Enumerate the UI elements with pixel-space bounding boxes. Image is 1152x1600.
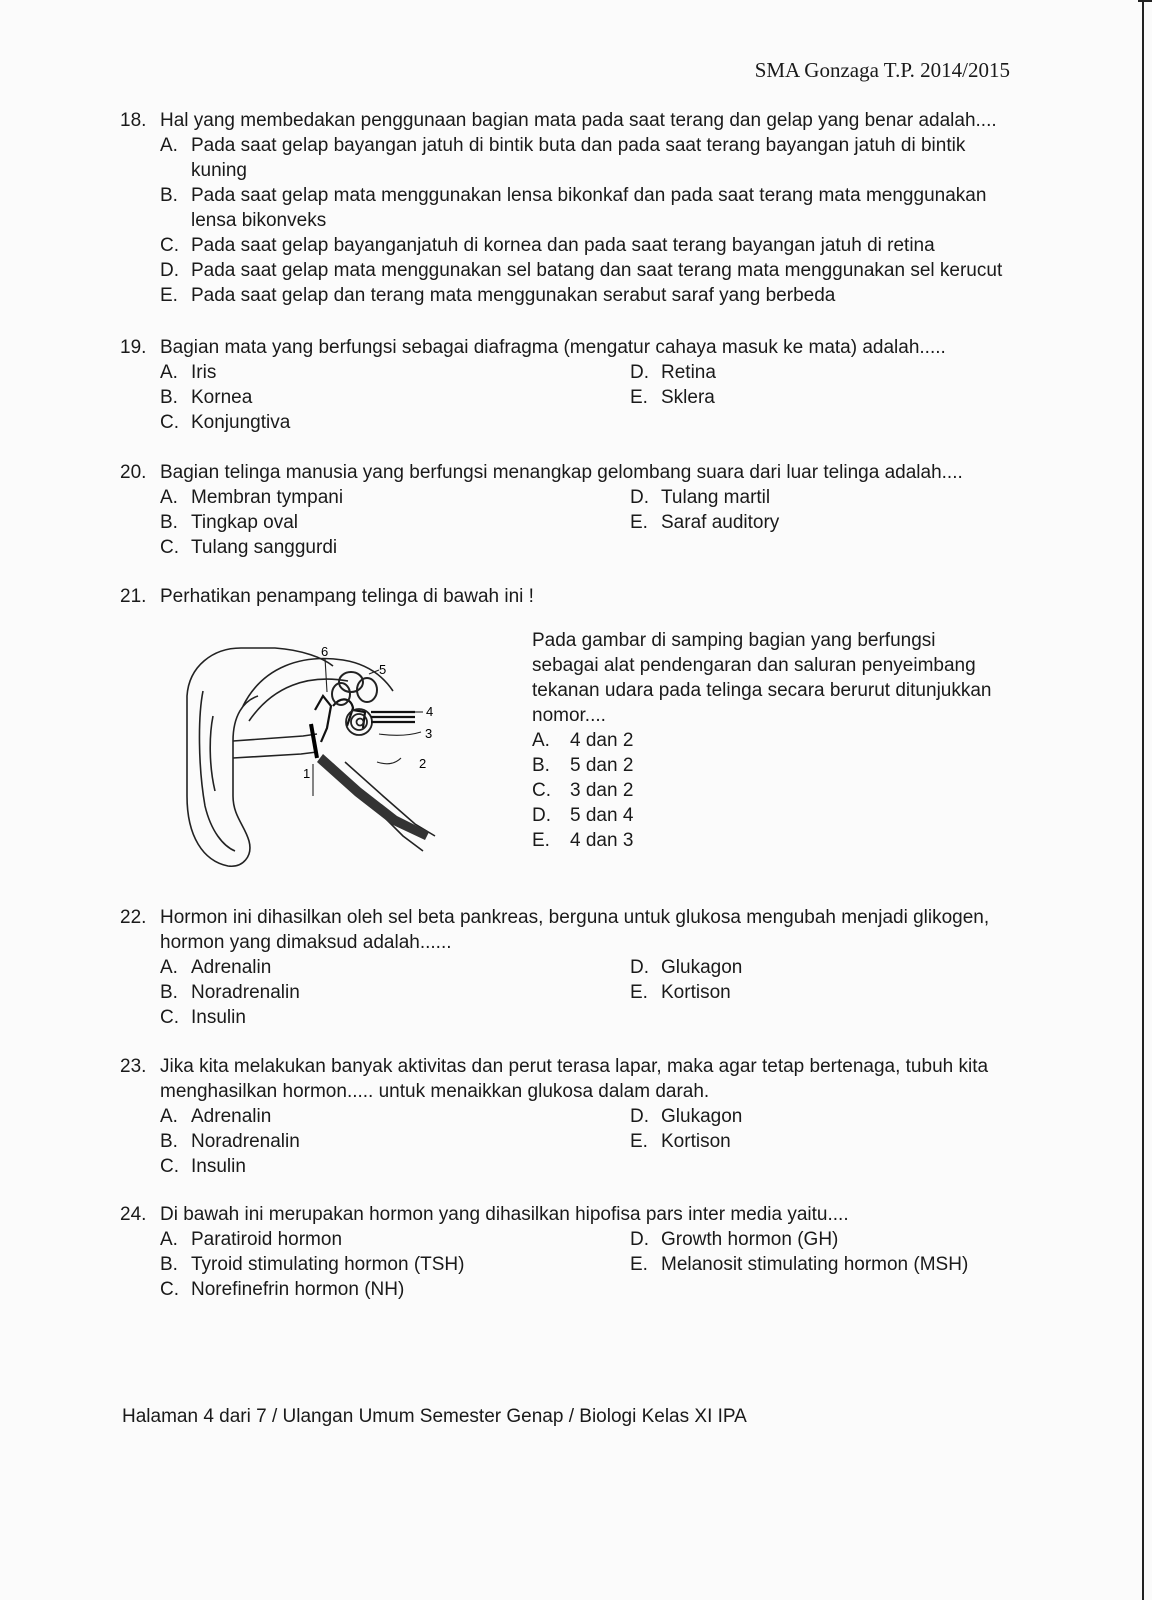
question-stem: Di bawah ini merupakan hormon yang dihasilkan hipofisa pars inter media yaitu.... <box>160 1204 849 1225</box>
option-a: A. Adrenalin <box>160 1106 272 1127</box>
option-grid <box>160 955 1020 1030</box>
figure-label-1: 1 <box>303 766 311 781</box>
figure-label-6: 6 <box>321 646 329 659</box>
question-number: 18. <box>120 110 147 131</box>
question-stem: Bagian mata yang berfungsi sebagai diafragma (mengatur cahaya masuk ke mata) adalah..... <box>160 337 946 358</box>
question-number: 22. <box>120 907 147 928</box>
option-e: E. Melanosit stimulating hormon (MSH) <box>630 1254 969 1275</box>
option-c: C. Tulang sanggurdi <box>160 537 338 558</box>
option-c: C. Insulin <box>160 1007 246 1028</box>
question-18 <box>120 108 1020 308</box>
question-21-side <box>532 628 1002 853</box>
option-e: E. Saraf auditory <box>630 512 780 533</box>
question-23 <box>120 1054 1020 1179</box>
option-c: C. Norefinefrin hormon (NH) <box>160 1279 405 1300</box>
question-19 <box>120 335 1020 435</box>
option-a: A. Pada saat gelap bayangan jatuh di bintik buta dan pada saat terang bayangan jatuh di bintik kuning <box>160 135 966 181</box>
figure-label-4: 4 <box>426 704 434 719</box>
option-d: D. Retina <box>630 362 716 383</box>
question-20 <box>120 460 1020 560</box>
option-d: D. Growth hormon (GH) <box>630 1229 839 1250</box>
option-d: D. Tulang martil <box>630 487 771 508</box>
page-footer: Halaman 4 dari 7 / Ulangan Umum Semester Genap / Biologi Kelas XI IPA <box>122 1406 747 1427</box>
option-e: E. Sklera <box>630 387 715 408</box>
option-d: D. Glukagon <box>630 1106 743 1127</box>
option-b: B. 5 dan 2 <box>532 755 634 776</box>
option-e: E. Kortison <box>630 1131 731 1152</box>
option-e: E. 4 dan 3 <box>532 830 634 851</box>
option-b: B. Tyroid stimulating hormon (TSH) <box>160 1254 465 1275</box>
option-b: B. Noradrenalin <box>160 1131 300 1152</box>
option-c: C. Pada saat gelap bayanganjatuh di kornea dan pada saat terang bayangan jatuh di retina <box>160 235 935 256</box>
option-c: C. Konjungtiva <box>160 412 291 433</box>
option-a: A. Membran tympani <box>160 487 344 508</box>
question-stem: Hormon ini dihasilkan oleh sel beta pankreas, berguna untuk glukosa mengubah menjadi glikogen, hormon yang dimaksud adalah...... <box>160 907 990 953</box>
question-24 <box>120 1202 1020 1302</box>
question-stem: Bagian telinga manusia yang berfungsi menangkap gelombang suara dari luar telinga adalah.... <box>160 462 963 483</box>
option-d: D. Pada saat gelap mata menggunakan sel batang dan saat terang mata menggunakan sel kerucut <box>160 260 1003 281</box>
option-grid <box>160 1104 1020 1179</box>
option-a: A. 4 dan 2 <box>532 730 634 751</box>
option-e: E. Kortison <box>630 982 731 1003</box>
option-e: E. Pada saat gelap dan terang mata menggunakan serabut saraf yang berbeda <box>160 285 836 306</box>
scan-edge-line <box>1142 0 1144 1600</box>
figure-label-3: 3 <box>425 726 433 741</box>
option-c: C. Insulin <box>160 1156 246 1177</box>
question-number: 23. <box>120 1056 147 1077</box>
page-header: SMA Gonzaga T.P. 2014/2015 <box>754 58 1010 82</box>
option-grid <box>160 360 1020 435</box>
option-b: B. Kornea <box>160 387 253 408</box>
option-b: B. Pada saat gelap mata menggunakan lensa bikonkaf dan pada saat terang mata menggunakan lensa bikonveks <box>160 185 987 231</box>
option-a: A. Iris <box>160 362 217 383</box>
option-a: A. Adrenalin <box>160 957 272 978</box>
option-list <box>160 133 1020 308</box>
ear-cross-section-figure <box>183 646 453 868</box>
question-stem: Perhatikan penampang telinga di bawah ini ! <box>160 586 534 607</box>
question-number: 19. <box>120 337 147 358</box>
figure-label-2: 2 <box>419 756 427 771</box>
scan-edge-corner <box>1138 0 1152 2</box>
question-21 <box>120 584 1020 609</box>
option-b: B. Tingkap oval <box>160 512 299 533</box>
option-d: D. Glukagon <box>630 957 743 978</box>
question-number: 21. <box>120 586 147 607</box>
option-b: B. Noradrenalin <box>160 982 300 1003</box>
option-d: D. 5 dan 4 <box>532 805 634 826</box>
option-grid <box>160 485 1020 560</box>
question-stem: Hal yang membedakan penggunaan bagian mata pada saat terang dan gelap yang benar adalah.... <box>160 110 997 131</box>
option-grid <box>160 1227 1020 1302</box>
figure-label-5: 5 <box>379 662 387 677</box>
side-text: Pada gambar di samping bagian yang berfungsi sebagai alat pendengaran dan saluran penyeimbang tekanan udara pada telinga secara berurut ditunjukkan nomor.... <box>532 630 992 726</box>
question-number: 24. <box>120 1204 147 1225</box>
question-22 <box>120 905 1020 1030</box>
option-a: A. Paratiroid hormon <box>160 1229 343 1250</box>
question-number: 20. <box>120 462 147 483</box>
question-stem: Jika kita melakukan banyak aktivitas dan perut terasa lapar, maka agar tetap bertenaga, tubuh kita menghasilkan hormon..... untuk menaikkan glukosa dalam darah. <box>160 1056 989 1102</box>
option-c: C. 3 dan 2 <box>532 780 634 801</box>
